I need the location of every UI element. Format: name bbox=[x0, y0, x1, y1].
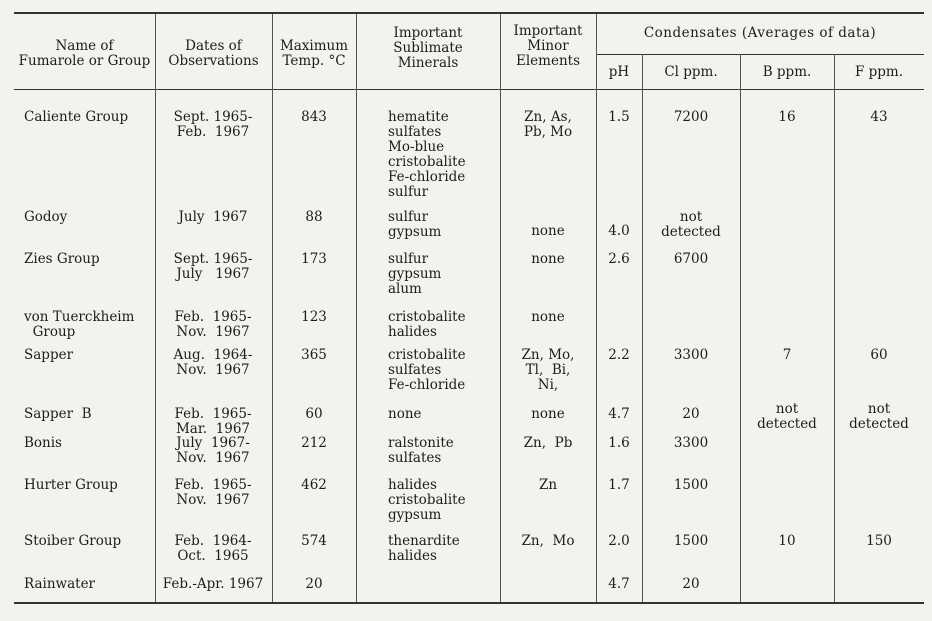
cell-cl: 20 bbox=[682, 406, 700, 422]
cell-ph: 1.7 bbox=[608, 477, 630, 493]
cell-name: Zies Group bbox=[24, 251, 100, 267]
cell-cl: 3300 bbox=[673, 347, 709, 363]
cell-b: 10 bbox=[778, 533, 796, 549]
cell-dates: Feb. 1965- Mar. 1967 bbox=[174, 406, 252, 437]
cell-cl: 1500 bbox=[673, 477, 709, 493]
cell-minerals: halides cristobalite gypsum bbox=[388, 477, 466, 523]
column-divider bbox=[155, 14, 156, 602]
table-bottom-rule bbox=[14, 602, 924, 604]
cell-ph: 2.2 bbox=[608, 347, 630, 363]
cell-elements: Zn bbox=[538, 477, 558, 493]
cell-minerals: sulfur gypsum alum bbox=[388, 251, 442, 297]
header-b: B ppm. bbox=[762, 64, 812, 80]
cell-name: Stoiber Group bbox=[24, 533, 122, 549]
cell-minerals: ralstonite sulfates bbox=[388, 435, 454, 466]
cell-temp: 60 bbox=[305, 406, 323, 422]
header-ph: pH bbox=[608, 64, 630, 80]
cell-dates: July 1967- Nov. 1967 bbox=[176, 435, 250, 466]
cell-b: 16 bbox=[778, 109, 796, 125]
cell-f: 150 bbox=[866, 533, 892, 549]
cell-minerals: hematite sulfates Mo-blue cristobalite Fe-chloride sulfur bbox=[388, 109, 466, 200]
header-f: F ppm. bbox=[854, 64, 904, 80]
cell-name: Caliente Group bbox=[24, 109, 129, 125]
cell-ph: 4.7 bbox=[608, 406, 630, 422]
header-elements: Important Minor Elements bbox=[513, 23, 583, 69]
column-divider bbox=[642, 54, 643, 602]
cell-temp: 365 bbox=[301, 347, 327, 363]
header-condensates: Condensates (Averages of data) bbox=[643, 25, 877, 41]
header-minerals: Important Sublimate Minerals bbox=[393, 25, 463, 71]
cell-ph: 2.6 bbox=[608, 251, 630, 267]
cell-ph: 4.0 bbox=[608, 223, 630, 239]
cell-elements: none bbox=[531, 406, 565, 422]
column-divider bbox=[356, 14, 357, 602]
condensates-subrule bbox=[596, 54, 924, 55]
cell-ph: 1.6 bbox=[608, 435, 630, 451]
cell-ph: 1.5 bbox=[608, 109, 630, 125]
cell-minerals: thenardite halides bbox=[388, 533, 460, 564]
header-temp: Maximum Temp. °C bbox=[279, 38, 349, 69]
column-divider bbox=[834, 54, 835, 602]
cell-dates: Feb.-Apr. 1967 bbox=[162, 576, 264, 592]
cell-cl: 20 bbox=[682, 576, 700, 592]
cell-cl: 3300 bbox=[673, 435, 709, 451]
cell-f: not detected bbox=[849, 401, 909, 432]
cell-elements: Zn, As, Pb, Mo bbox=[523, 109, 573, 140]
cell-temp: 20 bbox=[305, 576, 323, 592]
cell-cl: 6700 bbox=[673, 251, 709, 267]
cell-temp: 173 bbox=[301, 251, 327, 267]
cell-temp: 88 bbox=[305, 209, 323, 225]
column-divider bbox=[596, 14, 597, 602]
cell-minerals: cristobalite halides bbox=[388, 309, 466, 340]
cell-dates: July 1967 bbox=[178, 209, 248, 225]
cell-cl: 1500 bbox=[673, 533, 709, 549]
cell-dates: Sept. 1965- July 1967 bbox=[173, 251, 253, 282]
header-name: Name of Fumarole or Group bbox=[18, 38, 151, 69]
cell-elements: Zn, Pb bbox=[523, 435, 573, 451]
header-dates: Dates of Observations bbox=[168, 38, 259, 69]
table-top-rule bbox=[14, 12, 924, 14]
column-divider bbox=[500, 14, 501, 602]
cell-dates: Feb. 1964- Oct. 1965 bbox=[174, 533, 252, 564]
cell-name: Rainwater bbox=[24, 576, 96, 592]
cell-b: not detected bbox=[757, 401, 817, 432]
cell-cl: not detected bbox=[661, 209, 721, 240]
column-divider bbox=[740, 54, 741, 602]
cell-name: Hurter Group bbox=[24, 477, 118, 493]
cell-ph: 2.0 bbox=[608, 533, 630, 549]
cell-temp: 843 bbox=[301, 109, 327, 125]
cell-temp: 462 bbox=[301, 477, 327, 493]
cell-f: 60 bbox=[870, 347, 888, 363]
cell-name: Sapper B bbox=[24, 406, 92, 422]
cell-temp: 212 bbox=[301, 435, 327, 451]
cell-elements: none bbox=[531, 223, 565, 239]
header-cl: Cl ppm. bbox=[664, 64, 718, 80]
cell-temp: 574 bbox=[301, 533, 327, 549]
column-divider bbox=[272, 14, 273, 602]
cell-dates: Feb. 1965- Nov. 1967 bbox=[174, 309, 252, 340]
cell-minerals: none bbox=[388, 406, 422, 422]
cell-cl: 7200 bbox=[673, 109, 709, 125]
header-bottom-rule bbox=[14, 89, 924, 90]
cell-temp: 123 bbox=[301, 309, 327, 325]
cell-f: 43 bbox=[870, 109, 888, 125]
cell-ph: 4.7 bbox=[608, 576, 630, 592]
cell-minerals: sulfur gypsum bbox=[388, 209, 442, 240]
cell-elements: none bbox=[531, 251, 565, 267]
cell-elements: Zn, Mo bbox=[521, 533, 575, 549]
cell-dates: Sept. 1965- Feb. 1967 bbox=[173, 109, 253, 140]
cell-name: Bonis bbox=[24, 435, 62, 451]
cell-dates: Aug. 1964- Nov. 1967 bbox=[173, 347, 253, 378]
cell-name: Sapper bbox=[24, 347, 74, 363]
cell-elements: Zn, Mo, Tl, Bi, Ni, bbox=[521, 347, 575, 393]
cell-name: Godoy bbox=[24, 209, 68, 225]
cell-minerals: cristobalite sulfates Fe-chloride bbox=[388, 347, 466, 393]
cell-b: 7 bbox=[782, 347, 792, 363]
cell-elements: none bbox=[531, 309, 565, 325]
cell-name: von Tuerckheim Group bbox=[24, 309, 135, 340]
cell-dates: Feb. 1965- Nov. 1967 bbox=[174, 477, 252, 508]
